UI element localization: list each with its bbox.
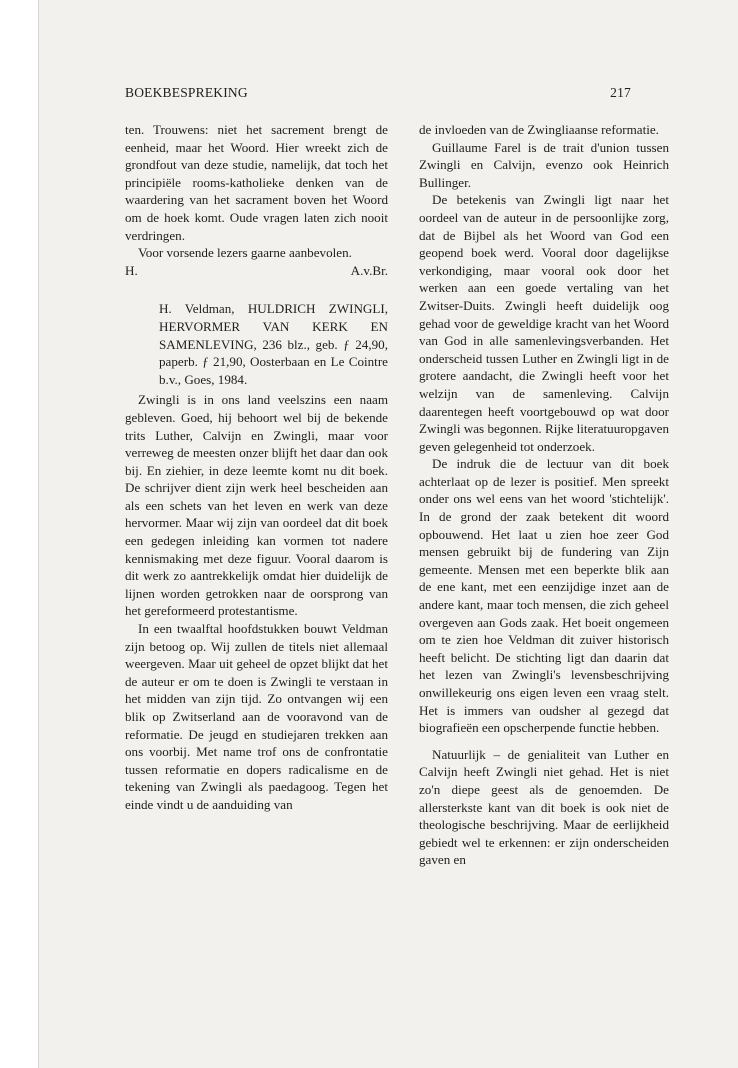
right-paragraph-1: de invloeden van de Zwingliaanse reformatie. xyxy=(419,122,659,137)
review-signature xyxy=(125,262,388,280)
page-number: 217 xyxy=(610,85,631,100)
right-paragraph-3: De betekenis van Zwingli ligt naar het oordeel van de auteur in de persoonlijke zorg, dat de Bijbel als het Woord van God een geopend boek werd. Vooral door dagelijkse verkondiging, maar vooral ook door het werken aan een goede vertaling van het Zwitser-Duits. Zwingli heeft duidelijk oog gehad voor de geweldige kracht van het Woord van God in alle samenlevingsverbanden. Het onderscheid tussen Luther en Zwingli ligt in de grotere aandacht, die Zwingli heeft voor het welzijn van de samenleving. Calvijn daarentegen heeft voortgebouwd op wat door Zwingli was begonnen. Rijke literatuuropgaven geven gelegenheid tot onderzoek. xyxy=(419,192,669,454)
book-reference: H. Veldman, HULDRICH ZWINGLI, HERVORMER VAN KERK EN SAMENLEVING, 236 blz., geb. ƒ 24,90, paperb. ƒ 21,90, Oosterbaan en Le Cointre b.v., Goes, 1984. xyxy=(159,301,388,387)
signature-author: A.v.Br. xyxy=(350,262,388,278)
left-paragraph-1: ten. Trouwens: niet het sacrement brengt de eenheid, maar het Woord. Hier wreekt zich de grondfout van deze studie, namelijk, dat toch het principiële rooms-katholieke denken van de waardering van het sacrament boven het Woord om de hoek komt. Oude vragen laten zich nooit verdringen. xyxy=(125,122,388,243)
signature-initial: H. xyxy=(125,262,138,278)
left-paragraph-2: Voor vorsende lezers gaarne aanbevolen. xyxy=(138,245,352,261)
right-paragraph-2: Guillaume Farel is de trait d'union tussen Zwingli en Calvijn, evenzo ook Heinrich Bullinger. xyxy=(419,139,669,190)
left-paragraph-4: In een twaalftal hoofdstukken bouwt Veldman zijn betoog op. Wij zullen de titels niet allemaal weergeven. Maar uit geheel de opzet blijkt dat het de auteur er om te doen is Zwingli te verstaan in het midden van zijn tijd. Zo ontvangen wij een blik op Zwitserland aan de vooravond van de reformatie. De jeugd en studiejaren trekken aan ons voorbij. Met name trof ons de confrontatie tussen reformatie en dopers radicalisme en de tekening van Zwingli als paedagoog. Tegen het einde vindt u de aanduiding van xyxy=(125,621,388,812)
page-header xyxy=(125,85,631,101)
right-paragraph-4: De indruk die de lectuur van dit boek achterlaat op de lezer is positief. Men spreekt onder ons wel eens van het woord 'stichtelijk'. In de grond der zaak betekent dit woord opbouwend. Het laat u zien hoe zeer God mensen gebruikt bij de fundering van Zijn gemeente. Mensen met een beperkte blik aan de ene kant, met een eenzijdige inzet aan de andere kant, maar toch mensen, die zich geheel overgeven aan Gods zaak. Het boeit ongemeen om te zien hoe Veldman dit zuiver historisch heeft belicht. De stichting ligt dan daarin dat het lezen van Zwingli's levensbeschrijving onwillekeurig ons eigen leven een vraag stelt. Het is immers van oudsher al gezegd dat biografieën een opscherpende functie hebben. xyxy=(419,456,669,736)
right-paragraph-5: Natuurlijk – de genialiteit van Luther en Calvijn heeft Zwingli niet gehad. Het is niet zo'n diepe geest als de genoemden. De allersterkste kant van dit boek is ook niet de theologische beschrijving. Maar de eerlijkheid gebiedt wel te erkennen: er zijn onderscheiden gaven en xyxy=(419,746,669,868)
left-column xyxy=(125,121,388,814)
left-paragraph-3: Zwingli is in ons land veelszins een naam gebleven. Goed, hij behoort wel bij de bekende trits Luther, Calvijn en Zwingli, maar voor verreweg de meesten onzer blijft het daar dan ook bij. En ziehier, in deze leemte komt nu dit boek. De schrijver dient zijn werk heel bescheiden aan als een schets van het leven en werk van deze hervormer. Maar wij zijn van oordeel dat dit boek een gedegen inleiding kan vormen tot nadere kennismaking met deze figuur. Vooral daarom is dit werk zo aantrekkelijk omdat hier duidelijk de lijnen worden getrokken naar de oorsprong van het gereformeerd protestantisme. xyxy=(125,392,388,619)
running-title: BOEKBESPREKING xyxy=(125,85,248,100)
scanned-page xyxy=(38,0,738,1068)
right-column xyxy=(419,121,669,869)
